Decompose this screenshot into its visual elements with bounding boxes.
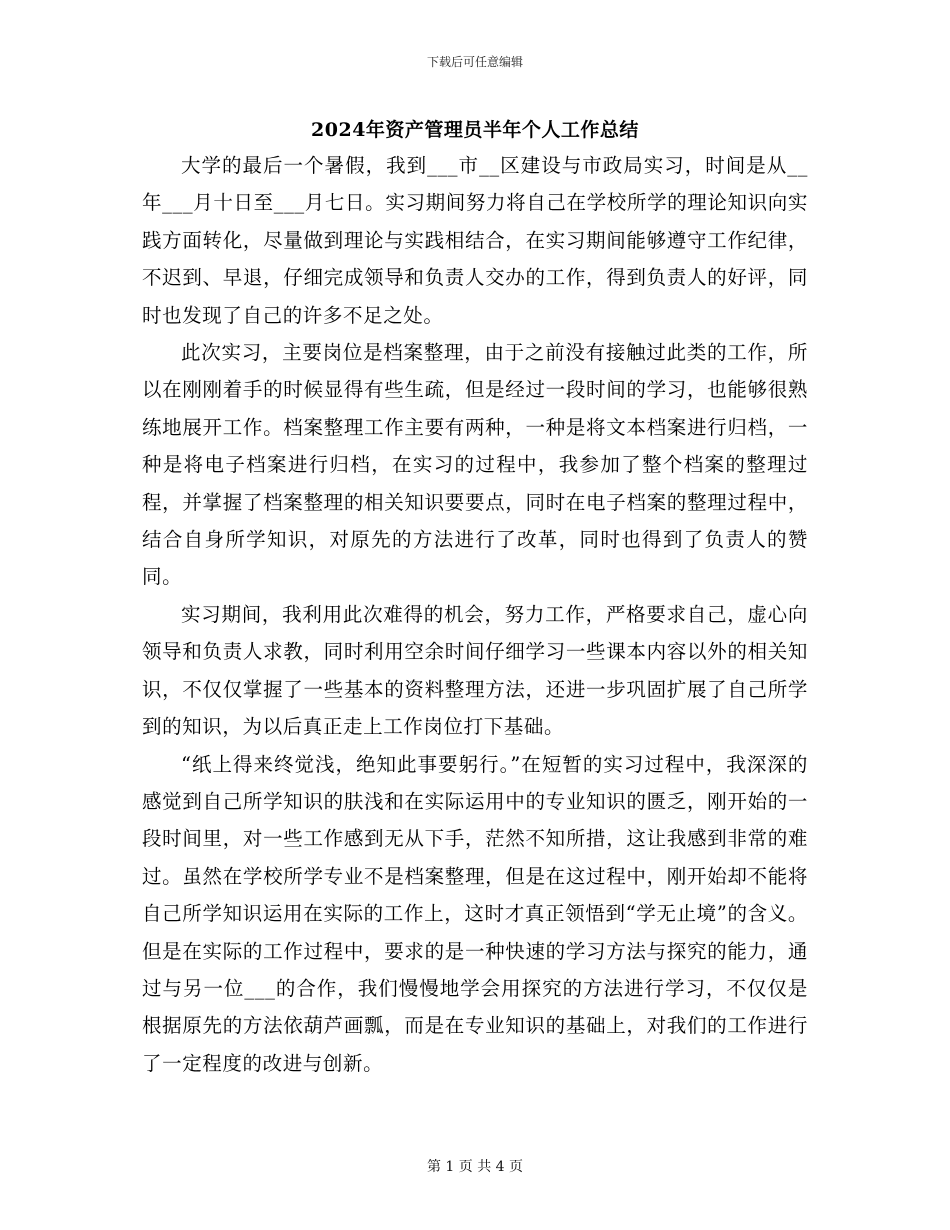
document-title: 2024年资产管理员半年个人工作总结 (311, 119, 639, 141)
paragraph-4: “纸上得来终觉浅，绝知此事要躬行。”在短暂的实习过程中，我深深的感觉到自己所学知识的肤浅和在实际运用中的专业知识的匮乏，刚开始的一段时间里，对一些工作感到无从下手，茫然不知所措，这让我感到非常的难过。虽然在学校所学专业不是档案整理，但是在这过程中，刚开始却不能将自己所学知识运用在实际的工作上，这时才真正领悟到“学无止境”的含义。但是在实际的工作过程中，要求的是一种快速的学习方法与探究的能力，通过与另一位___的合作，我们慢慢地学会用探究的方法进行学习，不仅仅是根据原先的方法依葫芦画瓢，而是在专业知识的基础上，对我们的工作进行了一定程度的改进与创新。 (142, 752, 808, 1075)
paragraph-2: 此次实习，主要岗位是档案整理，由于之前没有接触过此类的工作，所以在刚刚着手的时候显得有些生疏，但是经过一段时间的学习，也能够很熟练地展开工作。档案整理工作主要有两种，一种是将文本档案进行归档，一种是将电子档案进行归档，在实习的过程中，我参加了整个档案的整理过程，并掌握了档案整理的相关知识要要点，同时在电子档案的整理过程中，结合自身所学知识，对原先的方法进行了改革，同时也得到了负责人的赞同。 (142, 341, 808, 589)
paragraph-3: 实习期间，我利用此次难得的机会，努力工作，严格要求自己，虚心向领导和负责人求教，同时利用空余时间仔细学习一些课本内容以外的相关知识，不仅仅掌握了一些基本的资料整理方法，还进一步巩固扩展了自己所学到的知识，为以后真正走上工作岗位打下基础。 (142, 602, 808, 739)
paragraph-1: 大学的最后一个暑假，我到___市__区建设与市政局实习，时间是从__年___月十日至___月七日。实习期间努力将自己在学校所学的理论知识向实践方面转化，尽量做到理论与实践相结合，在实习期间能够遵守工作纪律，不迟到、早退，仔细完成领导和负责人交办的工作，得到负责人的好评，同时也发现了自己的许多不足之处。 (142, 154, 808, 327)
header-note: 下载后可任意编辑 (426, 55, 523, 69)
document-body (142, 147, 808, 1082)
page-indicator: 第 1 页 共 4 页 (426, 1159, 524, 1175)
